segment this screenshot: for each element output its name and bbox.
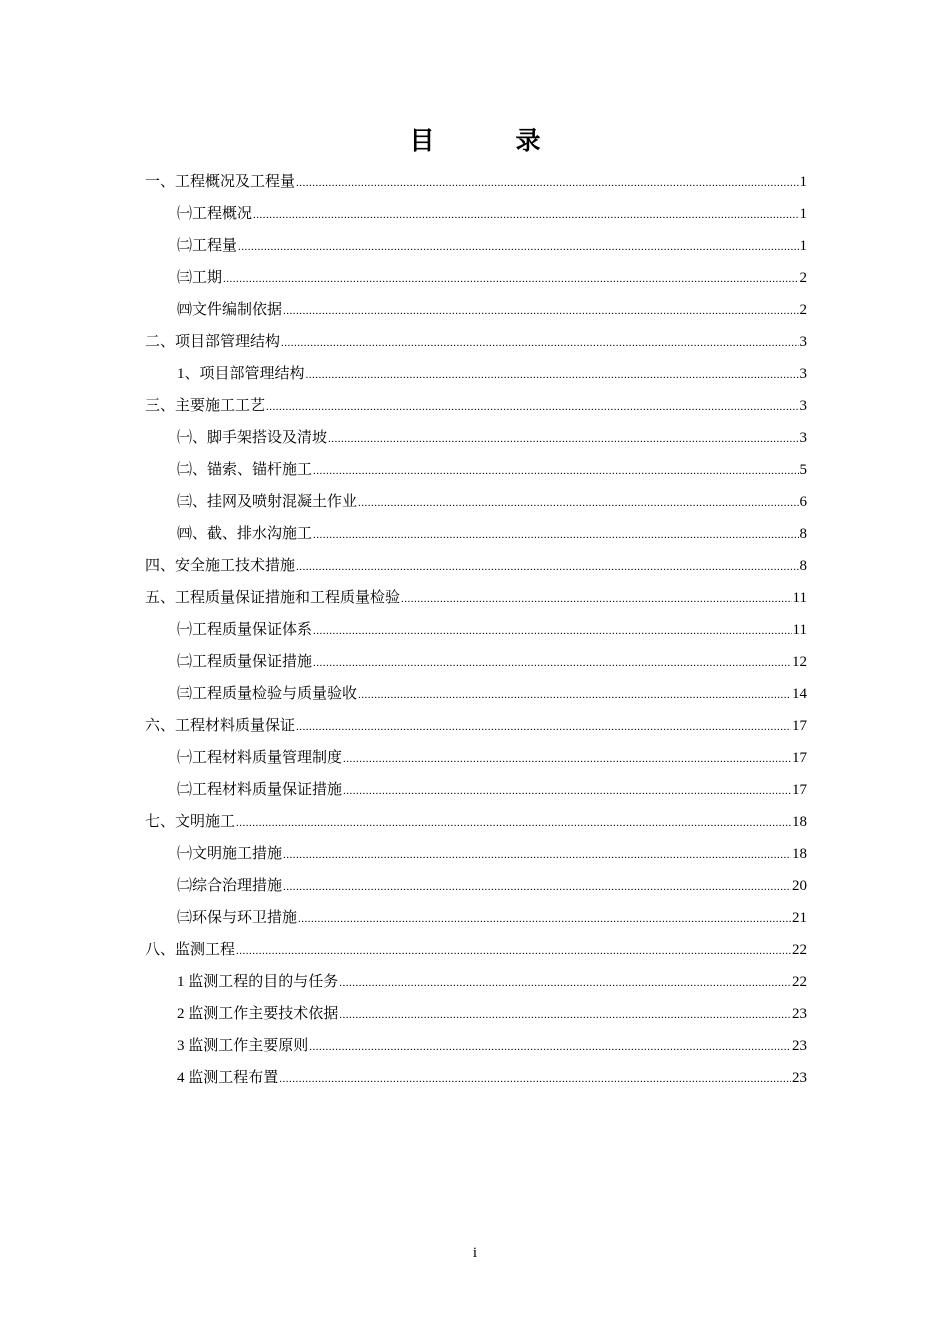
toc-entry-page: 22	[792, 942, 807, 958]
toc-entry[interactable]	[145, 454, 807, 486]
toc-leader-dots	[281, 327, 798, 359]
toc-entry-page: 2	[799, 302, 807, 318]
toc-entry-label: ㈢环保与环卫措施	[177, 910, 298, 926]
toc-entry-label: ㈡工程量	[177, 238, 238, 254]
toc-entry-label: 一、工程概况及工程量	[145, 174, 296, 190]
toc-leader-dots	[343, 775, 791, 807]
page-number: i	[472, 1245, 478, 1261]
toc-entry-page: 17	[792, 782, 807, 798]
toc-leader-dots	[296, 551, 798, 583]
toc-entry-page: 20	[792, 878, 807, 894]
toc-entry-page: 3	[799, 430, 807, 446]
toc-entry[interactable]	[145, 550, 807, 582]
toc-entry-label: ㈠文明施工措施	[177, 846, 283, 862]
toc-entry-label: 八、监测工程	[145, 942, 236, 958]
toc-entry-page: 3	[799, 398, 807, 414]
table-of-contents	[145, 166, 807, 1094]
toc-entry[interactable]	[145, 806, 807, 838]
toc-entry-page: 23	[792, 1038, 807, 1054]
toc-entry[interactable]	[145, 838, 807, 870]
toc-leader-dots	[339, 999, 791, 1031]
toc-entry[interactable]	[145, 582, 807, 614]
toc-entry-page: 5	[799, 462, 807, 478]
toc-entry-page: 17	[792, 750, 807, 766]
toc-entry-label: ㈡、锚索、锚杆施工	[177, 462, 313, 478]
toc-entry-label: 四、安全施工技术措施	[145, 558, 296, 574]
toc-entry-page: 2	[799, 270, 807, 286]
toc-entry[interactable]	[145, 774, 807, 806]
toc-entry[interactable]	[145, 230, 807, 262]
toc-entry-label: ㈡工程质量保证措施	[177, 654, 313, 670]
toc-entry[interactable]	[145, 678, 807, 710]
toc-entry-page: 1	[799, 238, 807, 254]
toc-leader-dots	[283, 295, 798, 327]
toc-entry[interactable]	[145, 870, 807, 902]
toc-entry-page: 14	[792, 686, 807, 702]
toc-leader-dots	[223, 263, 798, 295]
toc-entry-label: 五、工程质量保证措施和工程质量检验	[145, 590, 401, 606]
toc-entry[interactable]	[145, 1062, 807, 1094]
toc-entry-label: ㈠、脚手架搭设及清坡	[177, 430, 328, 446]
toc-entry-label: ㈣文件编制依据	[177, 302, 283, 318]
toc-leader-dots	[313, 519, 798, 551]
toc-entry-label: 六、工程材料质量保证	[145, 718, 296, 734]
toc-entry-label: 4 监测工程布置	[177, 1070, 279, 1086]
toc-entry-label: ㈠工程质量保证体系	[177, 622, 313, 638]
toc-entry-label: ㈠工程概况	[177, 206, 253, 222]
toc-leader-dots	[358, 487, 798, 519]
toc-entry[interactable]	[145, 326, 807, 358]
toc-leader-dots	[296, 711, 791, 743]
toc-leader-dots	[306, 359, 799, 391]
toc-entry[interactable]	[145, 998, 807, 1030]
toc-entry-page: 18	[792, 846, 807, 862]
toc-entry-page: 11	[792, 590, 807, 606]
toc-entry-page: 18	[792, 814, 807, 830]
toc-entry[interactable]	[145, 358, 807, 390]
toc-entry[interactable]	[145, 422, 807, 454]
toc-entry[interactable]	[145, 390, 807, 422]
toc-entry-label: ㈠工程材料质量管理制度	[177, 750, 343, 766]
toc-leader-dots	[401, 583, 792, 615]
toc-leader-dots	[358, 679, 791, 711]
toc-entry[interactable]	[145, 262, 807, 294]
toc-entry[interactable]	[145, 646, 807, 678]
toc-leader-dots	[279, 1063, 791, 1095]
toc-entry-page: 3	[799, 366, 807, 382]
toc-leader-dots	[283, 871, 791, 903]
toc-entry-page: 8	[799, 526, 807, 542]
toc-leader-dots	[309, 1031, 791, 1063]
toc-entry-label: 1 监测工程的目的与任务	[177, 974, 339, 990]
toc-entry-page: 1	[799, 174, 807, 190]
toc-leader-dots	[313, 455, 798, 487]
toc-entry-page: 23	[792, 1070, 807, 1086]
toc-entry-label: ㈡工程材料质量保证措施	[177, 782, 343, 798]
toc-entry-label: 七、文明施工	[145, 814, 236, 830]
toc-entry[interactable]	[145, 518, 807, 550]
toc-entry[interactable]	[145, 166, 807, 198]
toc-entry-page: 17	[792, 718, 807, 734]
toc-entry-label: ㈢工期	[177, 270, 223, 286]
toc-entry-label: ㈢、挂网及喷射混凝土作业	[177, 494, 358, 510]
toc-entry[interactable]	[145, 294, 807, 326]
toc-leader-dots	[253, 199, 798, 231]
toc-entry-label: 3 监测工作主要原则	[177, 1038, 309, 1054]
toc-entry[interactable]	[145, 710, 807, 742]
toc-leader-dots	[283, 839, 791, 871]
toc-entry[interactable]	[145, 614, 807, 646]
toc-entry[interactable]	[145, 966, 807, 998]
toc-entry-page: 1	[799, 206, 807, 222]
toc-leader-dots	[236, 807, 791, 839]
toc-leader-dots	[238, 231, 798, 263]
page-title: 目 录	[409, 128, 569, 155]
toc-entry[interactable]	[145, 198, 807, 230]
toc-entry-label: 三、主要施工工艺	[145, 398, 266, 414]
toc-leader-dots	[236, 935, 791, 967]
toc-entry-label: 2 监测工作主要技术依据	[177, 1006, 339, 1022]
toc-entry[interactable]	[145, 902, 807, 934]
toc-entry-page: 11	[792, 622, 807, 638]
toc-leader-dots	[296, 167, 798, 199]
toc-leader-dots	[343, 743, 791, 775]
toc-entry-page: 8	[799, 558, 807, 574]
toc-entry-page: 12	[792, 654, 807, 670]
toc-leader-dots	[339, 967, 791, 999]
toc-entry-label: 1、项目部管理结构	[177, 366, 305, 382]
toc-leader-dots	[266, 391, 798, 423]
toc-entry-page: 3	[799, 334, 807, 350]
toc-leader-dots	[313, 647, 791, 679]
toc-entry[interactable]	[145, 742, 807, 774]
toc-entry-page: 23	[792, 1006, 807, 1022]
toc-entry-label: ㈣、截、排水沟施工	[177, 526, 313, 542]
toc-entry-page: 22	[792, 974, 807, 990]
toc-entry[interactable]	[145, 1030, 807, 1062]
toc-entry[interactable]	[145, 486, 807, 518]
toc-leader-dots	[313, 615, 792, 647]
toc-entry-label: ㈡综合治理措施	[177, 878, 283, 894]
toc-leader-dots	[328, 423, 798, 455]
toc-entry-page: 6	[799, 494, 807, 510]
toc-entry[interactable]	[145, 934, 807, 966]
toc-entry-label: 二、项目部管理结构	[145, 334, 281, 350]
toc-leader-dots	[298, 903, 791, 935]
toc-entry-label: ㈢工程质量检验与质量验收	[177, 686, 358, 702]
toc-entry-page: 21	[792, 910, 807, 926]
